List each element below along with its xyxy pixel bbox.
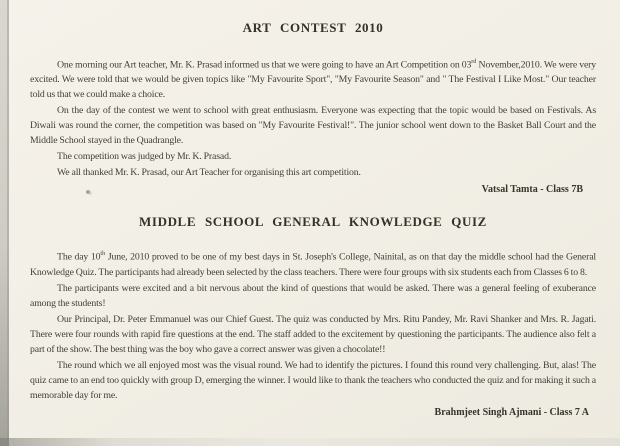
paragraph xyxy=(30,247,596,279)
paragraph xyxy=(30,55,596,102)
paragraph xyxy=(30,165,596,180)
page-content xyxy=(30,0,596,420)
ordinal-superscript: rd xyxy=(471,59,477,65)
paragraph-text: The competition was judged by Mr. K. Prasad. xyxy=(57,151,232,163)
paragraph-text: On the day of the contest we went to school with great enthusiasm. Everyone was expecting that the topic would be based on Festivals. As Diwali was round the corner, the competition was based on "My Favourite Festival!". The junior school went down to the Basket Ball Court and the Middle School stayed in the Quadrangle. xyxy=(30,105,596,147)
byline-vatsal-tamta: Vatsal Tamta - Class 7B xyxy=(481,184,583,196)
paragraph xyxy=(30,358,596,403)
paragraph xyxy=(30,281,596,311)
ordinal-superscript: th xyxy=(100,251,106,258)
byline-brahmjeet-singh-ajmani: Brahmjeet Singh Ajmani - Class 7 A xyxy=(434,406,589,418)
paragraph-text: We all thanked Mr. K. Prasad, our Art Teacher for organising this art competition. xyxy=(57,167,361,179)
paragraph-text: June, 2010 proved to be one of my best days in St. Joseph's College, Nainital, as on that day the middle school had the General Knowledge Quiz. The participants had already been selected by the class teachers. There were four groups with six students each from Classes 6 to 8. xyxy=(30,251,596,278)
paragraph-text: The round which we all enjoyed most was the visual round. We had to identify the pictures. I found this round very challenging. But, alas! The quiz came to an end too quickly with group D, emerging the winner. I would like to thank the teachers who conducted the quiz and for making it such a memorable day for me. xyxy=(30,359,596,401)
scan-left-edge xyxy=(0,0,9,446)
article-title-art-contest: ART CONTEST 2010 xyxy=(242,20,384,35)
paragraph-text: November,2010. We were very excited. We were told that we would be given topics like "My Favourite Sport", "My Favourite Season" and " The Festival I Like Most." Our teacher told us that we could make a choice. xyxy=(30,59,597,101)
paragraph-text: Our Principal, Dr. Peter Emmanuel was our Chief Guest. The quiz was conducted by Mrs. Ritu Pandey, Mr. Ravi Shanker and Mrs. R. Jagati. There were four rounds with rapid fire questions at the end. The staff added to the excitement by questioning the participants. The audience also felt a part of the show. The best thing was the boy who gave a correct answer was given a chocolate!! xyxy=(30,313,596,355)
paragraph-text: One morning our Art teacher, Mr. K. Prasad informed us that we were going to have an Art Competition on 03 xyxy=(57,59,472,71)
scan-speck-artifact xyxy=(86,190,90,194)
paragraph-text: The participants were excited and a bit nervous about the kind of questions that would be asked. There was a general feeling of exuberance among the students! xyxy=(30,282,596,309)
paragraph xyxy=(30,312,596,357)
article-art-contest xyxy=(30,20,596,197)
paragraph xyxy=(30,103,596,148)
article-title-gk-quiz: MIDDLE SCHOOL GENERAL KNOWLEDGE QUIZ xyxy=(139,214,487,230)
paragraph-text: The day 10 xyxy=(57,251,101,263)
scan-bottom-shadow xyxy=(0,438,620,446)
article-gk-quiz xyxy=(30,214,596,419)
paragraph xyxy=(30,149,596,164)
